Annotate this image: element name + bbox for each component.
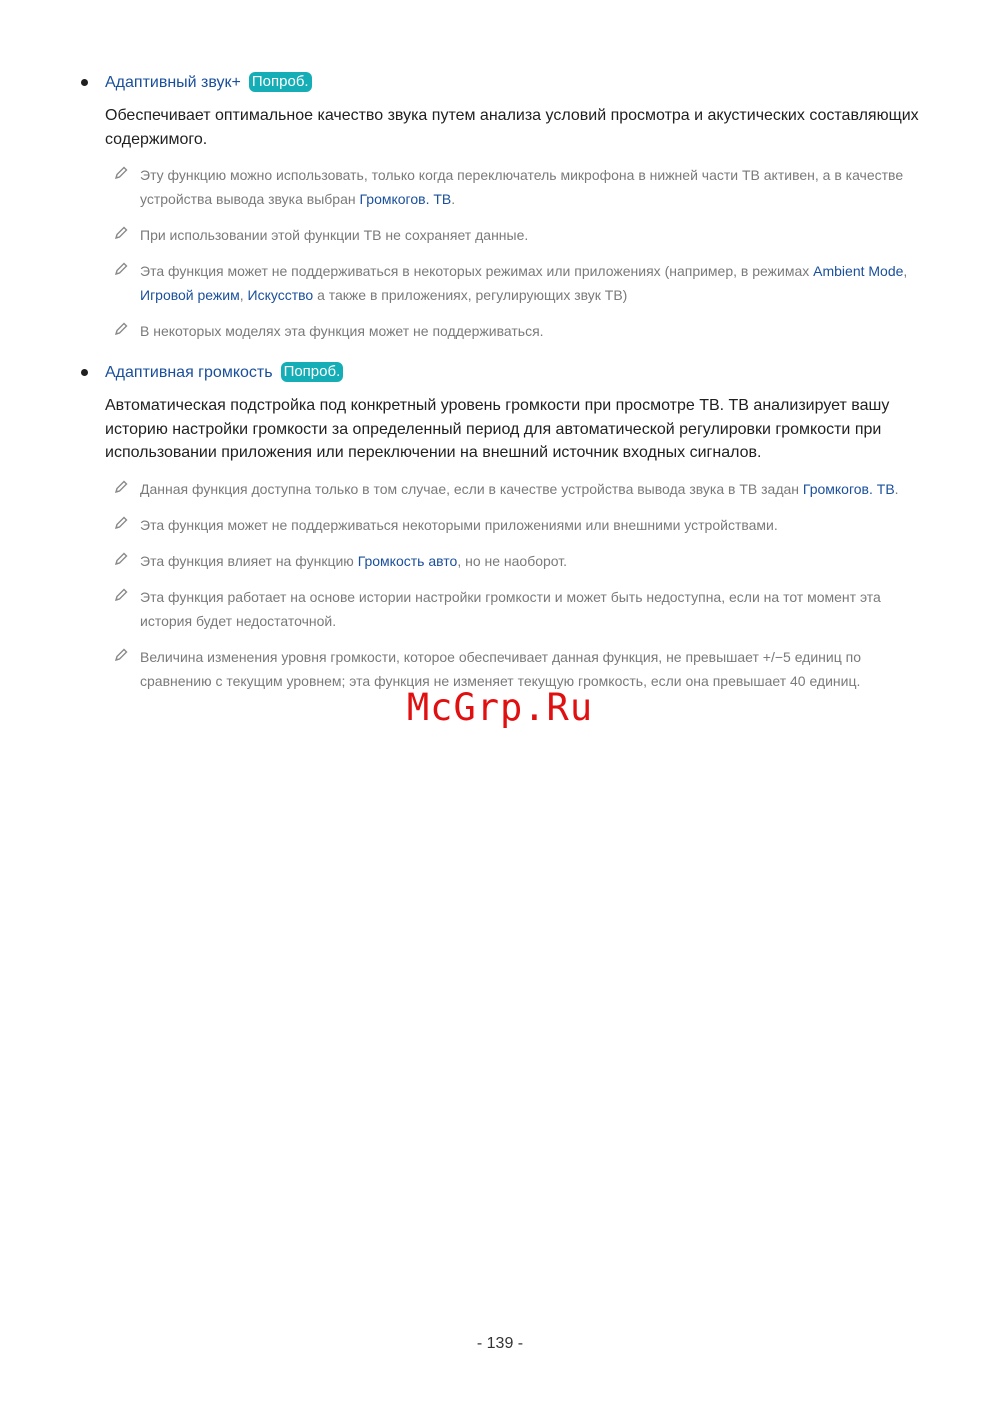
note-text: В некоторых моделях эта функция может не поддерживаться. [140, 323, 544, 339]
pencil-icon [113, 261, 129, 277]
note-item [113, 319, 930, 343]
pencil-icon [113, 321, 129, 337]
note-item [113, 163, 930, 211]
notes-list [113, 477, 941, 693]
note-link-ambient-mode[interactable]: Ambient Mode [813, 263, 904, 279]
pencil-icon [113, 479, 129, 495]
note-item [113, 585, 930, 633]
note-link-art[interactable]: Искусство [247, 287, 314, 303]
section-adaptive-volume [81, 361, 941, 705]
pencil-icon [113, 551, 129, 567]
note-item [113, 223, 930, 247]
note-item [113, 477, 930, 501]
notes-list [113, 163, 941, 343]
pencil-icon [113, 647, 129, 663]
note-link[interactable]: Громкость авто [357, 552, 458, 569]
bullet-header [81, 71, 941, 95]
note-link[interactable]: Громкогов. ТВ [802, 480, 895, 497]
section-title-link[interactable]: Адаптивный звук+ Попроб. [105, 71, 312, 95]
bullet-dot [81, 79, 88, 86]
section-description: Автоматическая подстройка под конкретный уровень громкости при просмотре ТВ. ТВ анализирует вашу историю настройки громкости за определенный период для автоматической регулировки громкости при использовании приложения или переключении на внешний источник входных сигналов. [105, 397, 890, 461]
pencil-icon [113, 515, 129, 531]
section-title-link[interactable]: Адаптивная громкость Попроб. [105, 361, 343, 385]
note-item [113, 513, 930, 537]
note-item [113, 549, 930, 573]
note-link-game-mode[interactable]: Игровой режим [140, 287, 240, 303]
note-item [113, 259, 930, 307]
note-text: Эту функцию можно использовать, только когда переключатель микрофона в нижней части ТВ активен, а в качестве устройства вывода звука выбран Громкогов. ТВ. [140, 167, 904, 207]
pencil-icon [113, 165, 129, 181]
note-text: Эта функция может не поддерживаться некоторыми приложениями или внешними устройствами. [140, 516, 778, 533]
note-text: При использовании этой функции ТВ не сохраняет данные. [140, 227, 529, 243]
note-text: Данная функция доступна только в том случае, если в качестве устройства вывода звука в ТВ задан Громкогов. ТВ. [140, 480, 899, 497]
bullet-dot [81, 369, 88, 376]
bullet-header [81, 361, 941, 385]
pencil-icon [113, 225, 129, 241]
page-number: - 139 - [476, 1335, 524, 1352]
section-adaptive-sound [81, 71, 941, 355]
note-text: Эта функция работает на основе истории настройки громкости и может быть недоступна, если на тот момент эта история будет недостаточной. [140, 588, 881, 629]
note-text: Величина изменения уровня громкости, которое обеспечивает данная функция, не превышает +/−5 единиц по сравнению с текущим уровнем; эта функция не изменяет текущую громкость, если она превышает 40 единиц. [140, 648, 861, 689]
note-text: Эта функция влияет на функцию Громкость авто, но не наоборот. [140, 552, 568, 569]
note-text: Эта функция может не поддерживаться в некоторых режимах или приложениях (например, в режимах Ambient Mode, Игровой режим, Искусство а также в приложениях, регулирующих звук ТВ) [140, 263, 908, 303]
try-badge[interactable]: Попроб. [281, 362, 344, 382]
try-badge[interactable]: Попроб. [249, 72, 312, 92]
watermark: McGrp.Ru [406, 686, 594, 729]
section-description: Обеспечивает оптимальное качество звука путем анализа условий просмотра и акустических составляющих содержимого. [105, 107, 919, 148]
note-link[interactable]: Громкогов. ТВ [359, 191, 452, 207]
pencil-icon [113, 587, 129, 603]
